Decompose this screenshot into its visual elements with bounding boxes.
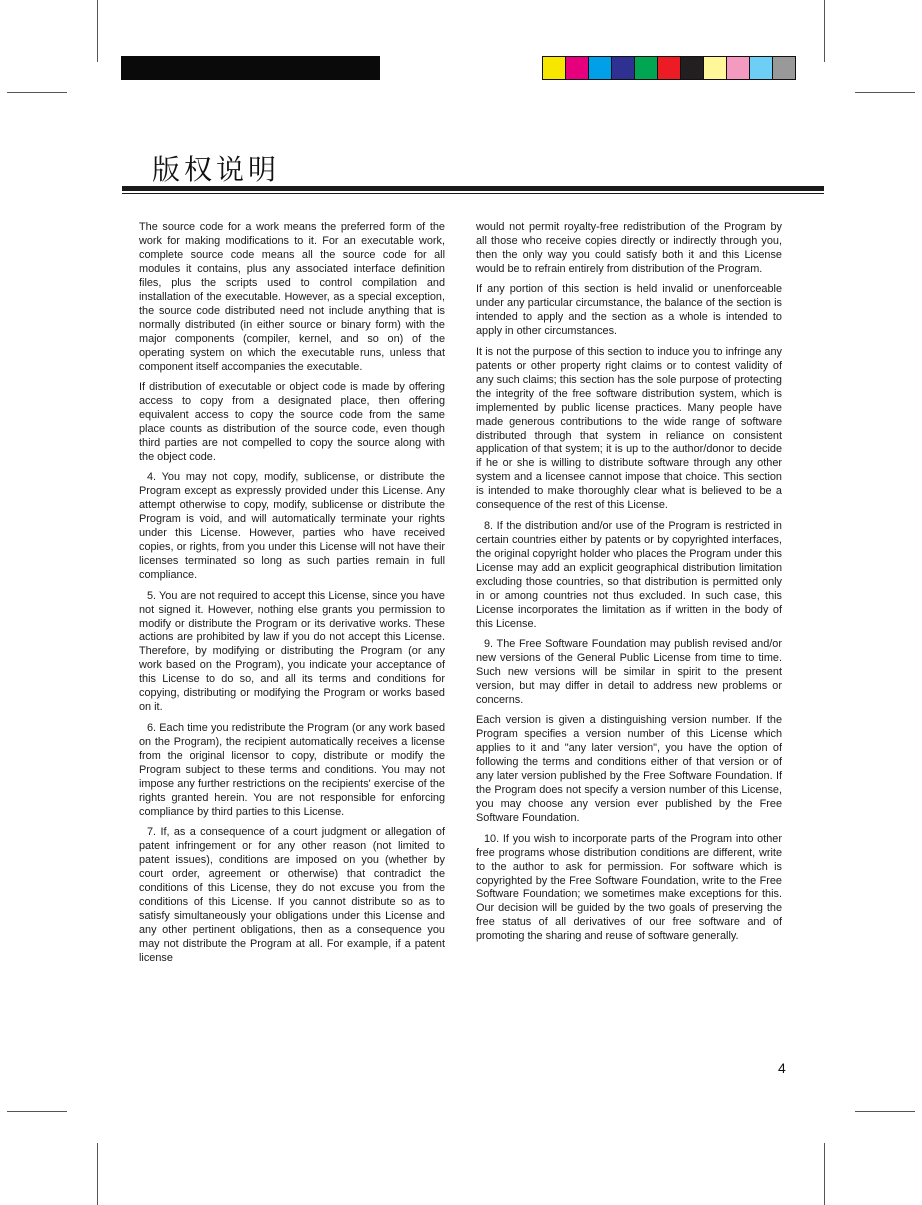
color-swatch [681, 57, 704, 79]
color-swatch [750, 57, 773, 79]
title-rule-thin [122, 193, 824, 194]
paragraph: 9. The Free Software Foundation may publish revised and/or new versions of the General Public License from time to time. Such new versions will be similar in spirit to the present version, but may differ in detail to address new problems or concerns. [476, 638, 782, 706]
color-swatch [635, 57, 658, 79]
paragraph: If any portion of this section is held invalid or unenforceable under any particular circumstance, the balance of the section is intended to apply and the section as a whole is intended to apply in other circumstances. [476, 283, 782, 338]
paragraph: 4. You may not copy, modify, sublicense, or distribute the Program except as expressly provided under this License. Any attempt otherwise to copy, modify, sublicense or distribute the Program is void, and will automatically terminate your rights under this License. However, parties who have received copies, or rights, from you under this License will not have their licenses terminated so long as such parties remain in full compliance. [139, 471, 445, 582]
right-text-column [476, 221, 782, 951]
paragraph: 10. If you wish to incorporate parts of the Program into other free programs whose distribution conditions are different, write to the author to ask for permission. For software which is copyrighted by the Free Software Foundation, write to the Free Software Foundation; we sometimes make exceptions for this. Our decision will be guided by the two goals of preserving the free status of all derivatives of our free software and of promoting the sharing and reuse of software generally. [476, 832, 782, 943]
crop-mark-right-top [855, 92, 915, 93]
crop-mark-top-left [97, 0, 98, 62]
color-swatch [566, 57, 589, 79]
color-swatch [612, 57, 635, 79]
paragraph: 7. If, as a consequence of a court judgment or allegation of patent infringement or for any other reason (not limited to patent issues), conditions are imposed on you (whether by court order, agreement or otherwise) that contradict the conditions of this License, they do not excuse you from the conditions of this License. If you cannot distribute so as to satisfy simultaneously your obligations under this License and any other pertinent obligations, then as a consequence you may not distribute the Program at all. For example, if a patent license [139, 826, 445, 964]
crop-mark-left-bottom [7, 1111, 67, 1112]
color-swatch [658, 57, 681, 79]
paragraph: would not permit royalty-free redistribution of the Program by all those who receive copies directly or indirectly through you, then the only way you could satisfy both it and this License would be to refrain entirely from distribution of the Program. [476, 221, 782, 275]
registration-black-bar [121, 56, 380, 80]
color-swatch [704, 57, 727, 79]
title-rule-thick [122, 186, 824, 191]
crop-mark-left-top [7, 92, 67, 93]
paragraph: The source code for a work means the preferred form of the work for making modifications to it. For an executable work, complete source code means all the source code for all modules it contains, plus any associated interface definition files, plus the scripts used to control compilation and installation of the executable. However, as a special exception, the source code distributed need not include anything that is normally distributed (in either source or binary form) with the major components (compiler, kernel, and so on) of the operating system on which the executable runs, unless that component itself accompanies the executable. [139, 221, 445, 373]
crop-mark-top-right [824, 0, 825, 62]
color-swatch [543, 57, 566, 79]
color-swatch [773, 57, 795, 79]
color-swatch [727, 57, 750, 79]
paragraph: 6. Each time you redistribute the Program (or any work based on the Program), the recipient automatically receives a license from the original licensor to copy, distribute or modify the Program subject to these terms and conditions. You may not impose any further restrictions on the recipients' exercise of the rights granted herein. You are not responsible for enforcing compliance by third parties to this License. [139, 721, 445, 818]
paragraph: 5. You are not required to accept this License, since you have not signed it. However, nothing else grants you permission to modify or distribute the Program or its derivative works. These actions are prohibited by law if you do not accept this License. Therefore, by modifying or distributing the Program (or any work based on the Program), you indicate your acceptance of this License to do so, and all its terms and conditions for copying, distributing or modifying the Program or works based on it. [139, 589, 445, 714]
crop-mark-right-bottom [855, 1111, 915, 1112]
color-calibration-swatches [542, 56, 796, 80]
page-number: 4 [778, 1060, 786, 1076]
color-swatch [589, 57, 612, 79]
crop-mark-bottom-right [824, 1143, 825, 1205]
page-title: 版权说明 [152, 153, 281, 186]
crop-mark-bottom-left [97, 1143, 98, 1205]
paragraph: Each version is given a distinguishing version number. If the Program specifies a version number of this License which applies to it and "any later version", you have the option of following the terms and conditions either of that version or of any later version published by the Free Software Foundation. If the Program does not specify a version number of this License, you may choose any version ever published by the Free Software Foundation. [476, 714, 782, 825]
paragraph: 8. If the distribution and/or use of the Program is restricted in certain countries either by patents or by copyrighted interfaces, the original copyright holder who places the Program under this License may add an explicit geographical distribution limitation excluding those countries, so that distribution is permitted only in or among countries not thus excluded. In such case, this License incorporates the limitation as if written in the body of this License. [476, 519, 782, 630]
paragraph: If distribution of executable or object code is made by offering access to copy from a designated place, then offering equivalent access to copy the source code from the same place counts as distribution of the source code, even though third parties are not compelled to copy the source along with the object code. [139, 381, 445, 463]
left-text-column [139, 221, 445, 972]
paragraph: It is not the purpose of this section to induce you to infringe any patents or other property right claims or to contest validity of any such claims; this section has the sole purpose of protecting the integrity of the free software distribution system, which is implemented by public license practices. Many people have made generous contributions to the wide range of software distributed through that system in reliance on consistent application of that system; it is up to the author/donor to decide if he or she is willing to distribute software through any other system and a licensee cannot impose that choice. This section is intended to make thoroughly clear what is believed to be a consequence of the rest of this License. [476, 345, 782, 512]
